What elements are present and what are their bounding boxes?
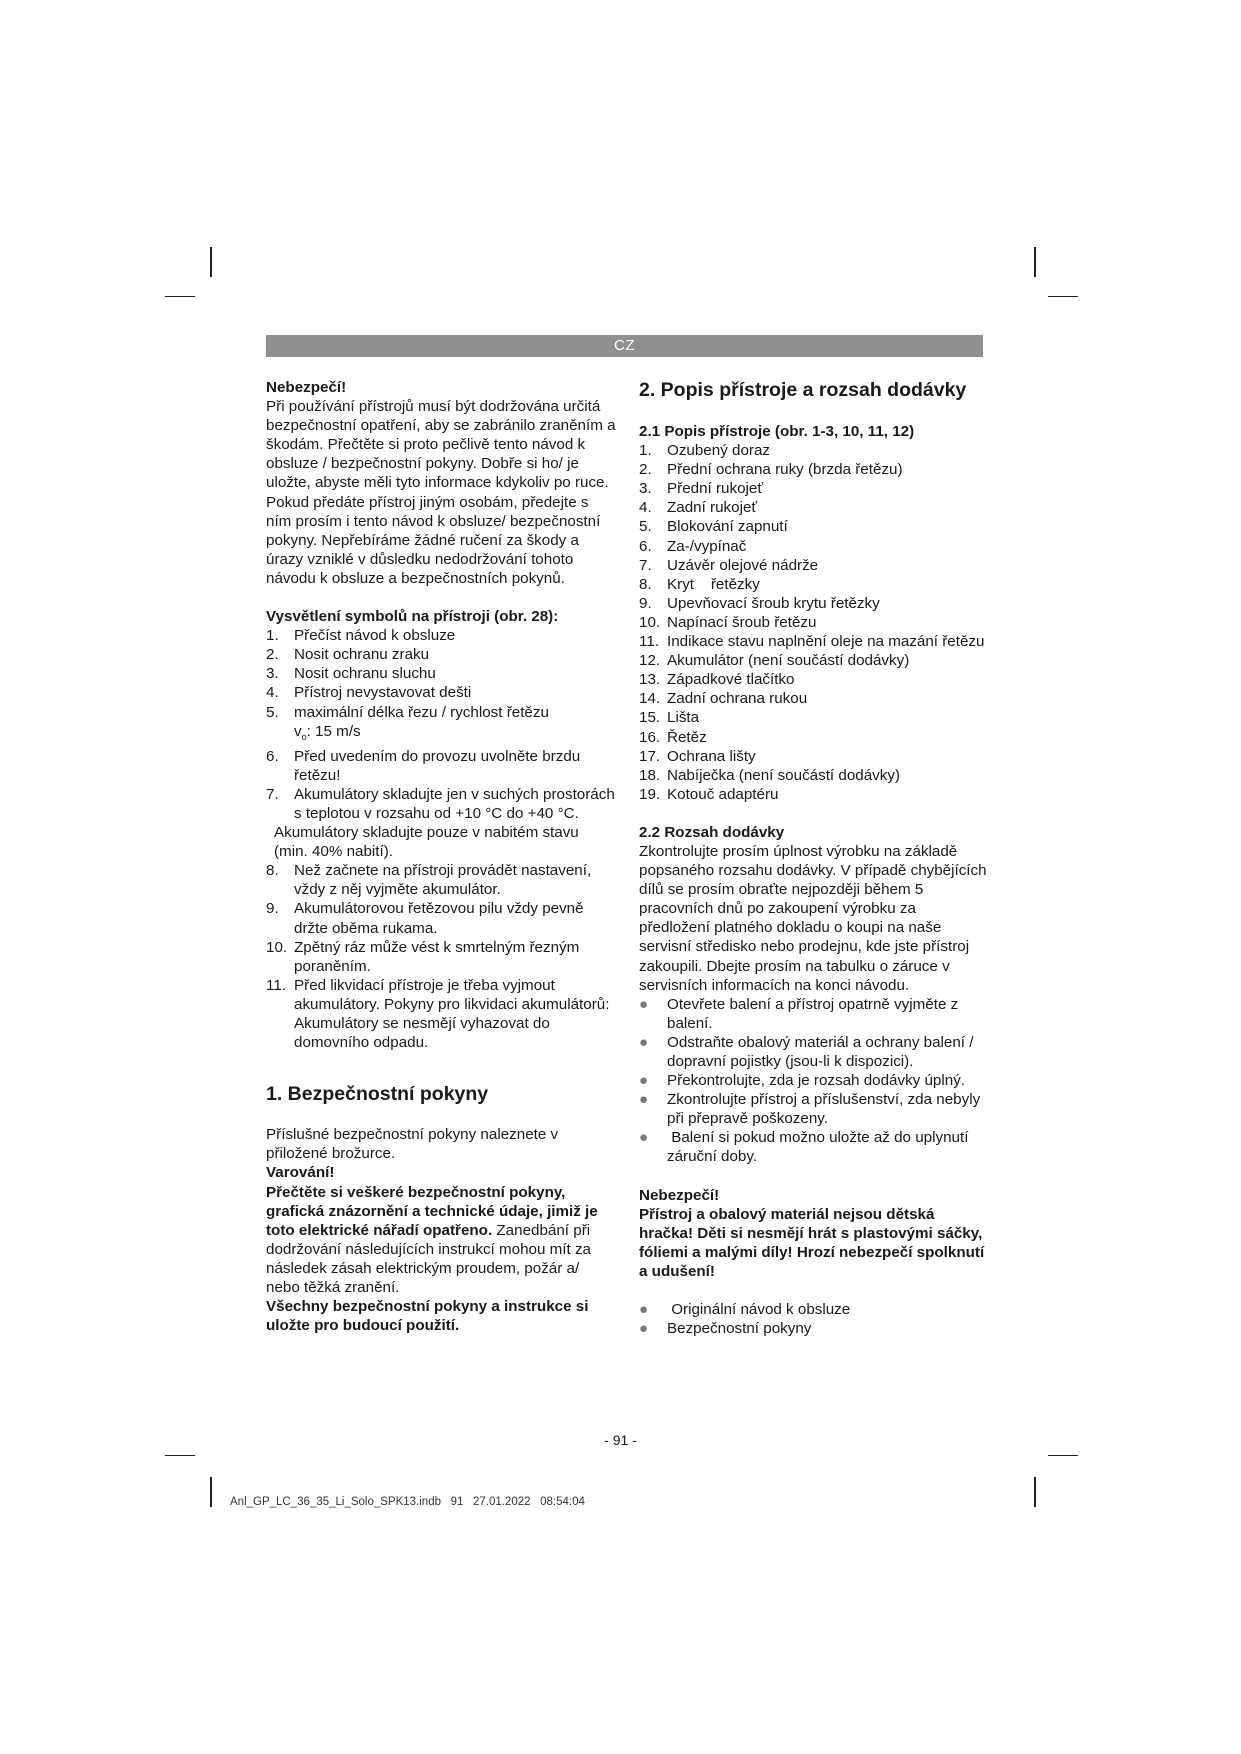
list-item: 19. Kotouč adaptéru xyxy=(639,785,779,803)
subsection-2-1-title: 2.1 Popis přístroje (obr. 1-3, 10, 11, 12) xyxy=(639,423,915,440)
danger-paragraph: Při používání přístrojů musí být dodržována určitá bezpečnostní opatření, aby se zabránilo zraněním a škodám. Přečtěte si proto pečlivě tento návod k obsluze / bezpečnostní pokyny. Dobře si ho/ je uložte, abyste měli tyto informace kdykoliv po ruce. Pokud předáte přístroj jiným osobám, předejte s ním prosím i tento návod k obsluze/ bezpečnostní pokyny. Nepřebíráme žádné ručení za škody a úrazy vzniklé v důsledku nedodržování tohoto návodu k obsluze a bezpečnostních pokynů. xyxy=(266,398,616,587)
language-code: CZ xyxy=(614,337,635,354)
crop-mark-top-right-v xyxy=(1034,247,1036,277)
crop-mark-bottom-right-v xyxy=(1034,1477,1036,1507)
bullet-icon: ● xyxy=(639,1301,649,1319)
list-item: 8. Než začnete na přístroji provádět nastavení, vždy z něj vyjměte akumulátor. xyxy=(266,862,592,899)
list-item: 10. Napínací šroub řetězu xyxy=(639,613,817,631)
bullet-icon: ● xyxy=(639,1129,649,1147)
list-item: 13. Západkové tlačítko xyxy=(639,671,795,689)
bullet-icon: ● xyxy=(639,1033,649,1051)
list-item: ● Zkontrolujte přístroj a příslušenství, zda nebyly při přepravě poškozeny. xyxy=(639,1091,981,1128)
list-item: 16. Řetěz xyxy=(639,728,707,746)
crop-mark-bottom-left-v xyxy=(210,1477,212,1507)
danger-heading-right: Nebezpečí! xyxy=(639,1186,720,1204)
list-item: 4. Přístroj nevystavovat dešti xyxy=(266,684,472,702)
list-item: 3. Přední rukojeť xyxy=(639,480,764,498)
bullet-icon: ● xyxy=(639,995,649,1013)
left-column xyxy=(266,378,616,1335)
list-item: 15. Lišta xyxy=(639,709,700,727)
section-1-intro: Příslušné bezpečnostní pokyny naleznete v přiložené brožurce. xyxy=(266,1126,559,1163)
list-item: 17. Ochrana lišty xyxy=(639,747,756,765)
list-item: ● Překontrolujte, zda je rozsah dodávky úplný. xyxy=(639,1072,966,1090)
symbols-list-cont xyxy=(266,861,616,1052)
list-item: 1. Ozubený doraz xyxy=(639,442,770,460)
list-item: 5. maximální délka řezu / rychlost řetězu $v_o$: 15 m/s xyxy=(266,703,549,742)
file-info: Anl_GP_LC_36_35_Li_Solo_SPK13.indb 91 27.01.2022 08:54:04 xyxy=(230,1496,585,1508)
list-item: ● Otevřete balení a přístroj opatrně vyjměte z balení. xyxy=(639,995,959,1032)
list-item: 6. Za-/vypínač xyxy=(639,537,747,555)
crop-mark-top-left-h xyxy=(165,296,195,297)
list-item: ● Originální návod k obsluze xyxy=(639,1301,851,1319)
unpacking-list xyxy=(639,995,989,1167)
warning-heading: Varování! xyxy=(266,1164,335,1182)
contents-list xyxy=(639,1300,989,1338)
list-item: 14. Zadní ochrana rukou xyxy=(639,690,808,708)
list-item: 6. Před uvedením do provozu uvolněte brzdu řetězu! xyxy=(266,747,581,784)
list-item: ● Balení si pokud možno uložte až do uplynutí záruční doby. xyxy=(639,1129,973,1166)
list-item: ● Odstraňte obalový materiál a ochrany balení / dopravní pojistky (jsou-li k dispozici). xyxy=(639,1033,974,1070)
list-item: 1. Přečíst návod k obsluze xyxy=(266,627,456,645)
list-item: ● Bezpečnostní pokyny xyxy=(639,1320,812,1338)
list-item: 12. Akumulátor (není součástí dodávky) xyxy=(639,652,910,670)
keep-instructions-note: Všechny bezpečnostní pokyny a instrukce si uložte pro budoucí použití. xyxy=(266,1298,589,1335)
list-item: 4. Zadní rukojeť xyxy=(639,499,758,517)
list-item: 9. Akumulátorovou řetězovou pilu vždy pevně držte oběma rukama. xyxy=(266,900,584,937)
list-item: 7. Akumulátory skladujte jen v suchých prostorách s teplotou v rozsahu od +10 °C do +40 °C. xyxy=(266,785,615,822)
speed-value: $v_o$: 15 m/s xyxy=(294,722,361,742)
language-header-bar xyxy=(266,335,983,357)
list-item: 18. Nabíječka (není součástí dodávky) xyxy=(639,766,900,784)
symbols-heading: Vysvětlení symbolů na přístroji (obr. 28): xyxy=(266,608,559,626)
list-item: 9. Upevňovací šroub krytu řetězky xyxy=(639,594,880,612)
danger-heading: Nebezpečí! xyxy=(266,379,347,396)
section-1-title: 1. Bezpečnostní pokyny xyxy=(266,1083,489,1106)
list-item: 7. Uzávěr olejové nádrže xyxy=(639,556,819,574)
symbols-list xyxy=(266,626,616,823)
symbol-7-note: Akumulátory skladujte pouze v nabitém stavu (min. 40% nabití). xyxy=(274,824,579,861)
bullet-icon: ● xyxy=(639,1320,649,1338)
bullet-icon: ● xyxy=(639,1091,649,1109)
subsection-2-2-title: 2.2 Rozsah dodávky xyxy=(639,823,785,841)
list-item: 11. Před likvidací přístroje je třeba vyjmout akumulátory. Pokyny pro likvidaci akumulátorů: Akumulátory se nesmějí vyhazovat do domovního odpadu. xyxy=(266,976,610,1052)
list-item: 5. Blokování zapnutí xyxy=(639,518,788,536)
subsection-2-2-paragraph: Zkontrolujte prosím úplnost výrobku na základě popsaného rozsahu dodávky. V případě chybějících dílů se prosím obraťte nejpozději během 5 pracovních dnů po zakoupení výrobku za předložení platného dokladu o koupi na naše servisní středisko nebo prodejnu, kde jste přístroj zakoupili. Dbejte prosím na tabulku o záruce v servisních informacích na konci návodu. xyxy=(639,842,987,994)
crop-mark-bottom-right-h xyxy=(1048,1455,1078,1456)
page-number: - 91 - xyxy=(604,1432,637,1448)
bullet-icon: ● xyxy=(639,1072,649,1090)
list-item: 11. Indikace stavu naplnění oleje na mazání řetězu xyxy=(639,633,985,651)
list-item: 10. Zpětný ráz může vést k smrtelným řezným poraněním. xyxy=(266,938,580,975)
list-item: 3. Nosit ochranu sluchu xyxy=(266,665,436,683)
warning-paragraph: Přečtěte si veškeré bezpečnostní pokyny, grafická znázornění a technické údaje, jimiž je toto elektrické nářadí opatřeno. Zanedbání při dodržování následujících instrukcí mohou mít za následek zásah elektrickým proudem, požár a/ nebo těžká zranění. xyxy=(266,1183,598,1296)
crop-mark-top-left-v xyxy=(210,247,212,277)
right-column xyxy=(639,378,989,1338)
crop-mark-top-right-h xyxy=(1048,296,1078,297)
parts-list xyxy=(639,441,989,804)
list-item: 2. Přední ochrana ruky (brzda řetězu) xyxy=(639,461,903,479)
list-item: 2. Nosit ochranu zraku xyxy=(266,646,430,664)
danger-paragraph-right: Přístroj a obalový materiál nejsou dětská hračka! Děti si nesmějí hrát s plastovými sáčky, fóliemi a malými díly! Hrozí nebezpečí spolknutí a udušení! xyxy=(639,1205,985,1280)
section-2-title: 2. Popis přístroje a rozsah dodávky xyxy=(639,379,967,401)
list-item: 8. Kryt řetězky xyxy=(639,575,760,593)
crop-mark-bottom-left-h xyxy=(165,1455,195,1456)
